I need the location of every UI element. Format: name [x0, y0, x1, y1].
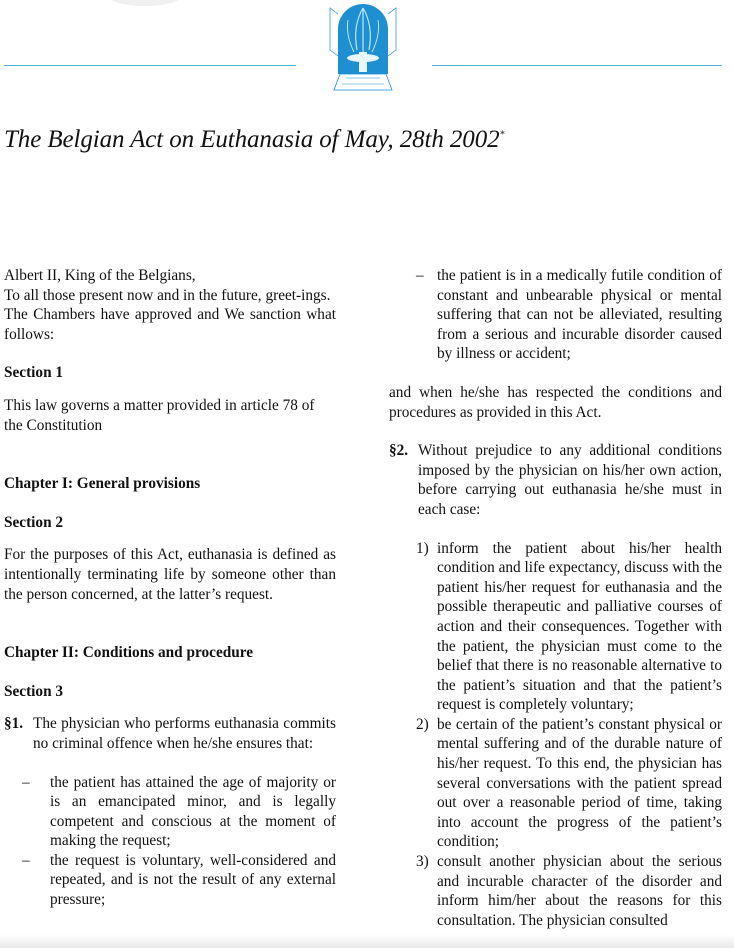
header-rule-right	[432, 65, 722, 66]
conditions-list-continued	[389, 266, 722, 364]
bullet-mark: –	[22, 851, 30, 869]
preamble	[4, 266, 336, 344]
item-number: 2)	[416, 715, 429, 733]
item-number: 1)	[416, 539, 429, 557]
list-item: 1) inform the patient about his/her health condition and life expectancy, discuss with the patient his/her request for euthanasia and the possible therapeutic and palliative courses of action and their consequences. Together with the patient, the physician must come to the belief that there is no reasonable alternative to the patient’s situation and that the patient’s request is completely voluntary;	[416, 539, 722, 714]
list-item: – the request is voluntary, well-considered and repeated, and is not the result of any external pressure;	[22, 851, 336, 909]
section-1-heading: Section 1	[4, 364, 64, 382]
bullet-mark: –	[22, 773, 30, 791]
section-2-text: For the purposes of this Act, euthanasia is defined as intentionally terminating life by someone other than the person concerned, at the latter’s request.	[4, 546, 336, 603]
section-1-text: This law governs a matter provided in article 78 of the Constitution	[4, 396, 315, 434]
page-edge-shadow	[110, 0, 180, 6]
conditions-list	[4, 773, 336, 910]
list-item: 2) be certain of the patient’s constant physical or mental suffering and of the durable nature of his/her request. To this end, the physician has several conversations with the patient spread out over a reasonable period of time, taking into account the progress of the patient’s condition;	[416, 715, 722, 851]
header-rule-left	[4, 65, 296, 66]
title-footnote-mark: *	[499, 129, 505, 141]
list-item: – the patient is in a medically futile condition of constant and unbearable physical or mental suffering that can not be alleviated, resulting from a serious and incurable disorder caused by illness or accident;	[416, 267, 722, 363]
page-bottom-shadow	[0, 934, 734, 948]
preamble-line: To all those present now and in the future, greet-ings.	[4, 286, 331, 304]
section-3-paragraph-1	[4, 714, 336, 753]
document-title: The Belgian Act on Euthanasia of May, 28th 2002*	[4, 126, 505, 153]
list-item: – the patient has attained the age of majority or is an emancipated minor, and is legally competent and conscious at the moment of making the request;	[22, 773, 336, 850]
right-column	[389, 266, 722, 930]
section-3-heading: Section 3	[4, 682, 64, 700]
section-3-paragraph-2	[389, 441, 722, 519]
chapter-1-heading: Chapter I: General provisions	[4, 475, 201, 493]
conditions-closing-text: and when he/she has respected the conditions and procedures as provided in this Act.	[389, 383, 722, 421]
fountain-emblem-icon	[326, 0, 400, 98]
list-item: 3) consult another physician about the serious and incurable character of the disorder and inform him/her about the reasons for this consultation. The physician consulted	[416, 853, 722, 929]
item-number: 3)	[416, 853, 429, 871]
left-column	[4, 266, 336, 910]
paragraph-text: Without prejudice to any additional conditions imposed by the physician on his/her own action, before carrying out euthanasia he/she must in each case:	[418, 442, 722, 518]
bullet-mark: –	[416, 267, 424, 284]
paragraph-number: §2.	[389, 442, 409, 460]
section-2-heading: Section 2	[4, 513, 64, 531]
paragraph-number: §1.	[4, 715, 24, 733]
paragraph-text: The physician who performs euthanasia commits no criminal offence when he/she ensures that:	[33, 715, 336, 752]
chapter-2-heading: Chapter II: Conditions and procedure	[4, 644, 254, 662]
obligations-list	[389, 539, 722, 931]
preamble-line: The Chambers have approved and We sanction what follows:	[4, 306, 336, 343]
preamble-line: Albert II, King of the Belgians,	[4, 267, 196, 284]
